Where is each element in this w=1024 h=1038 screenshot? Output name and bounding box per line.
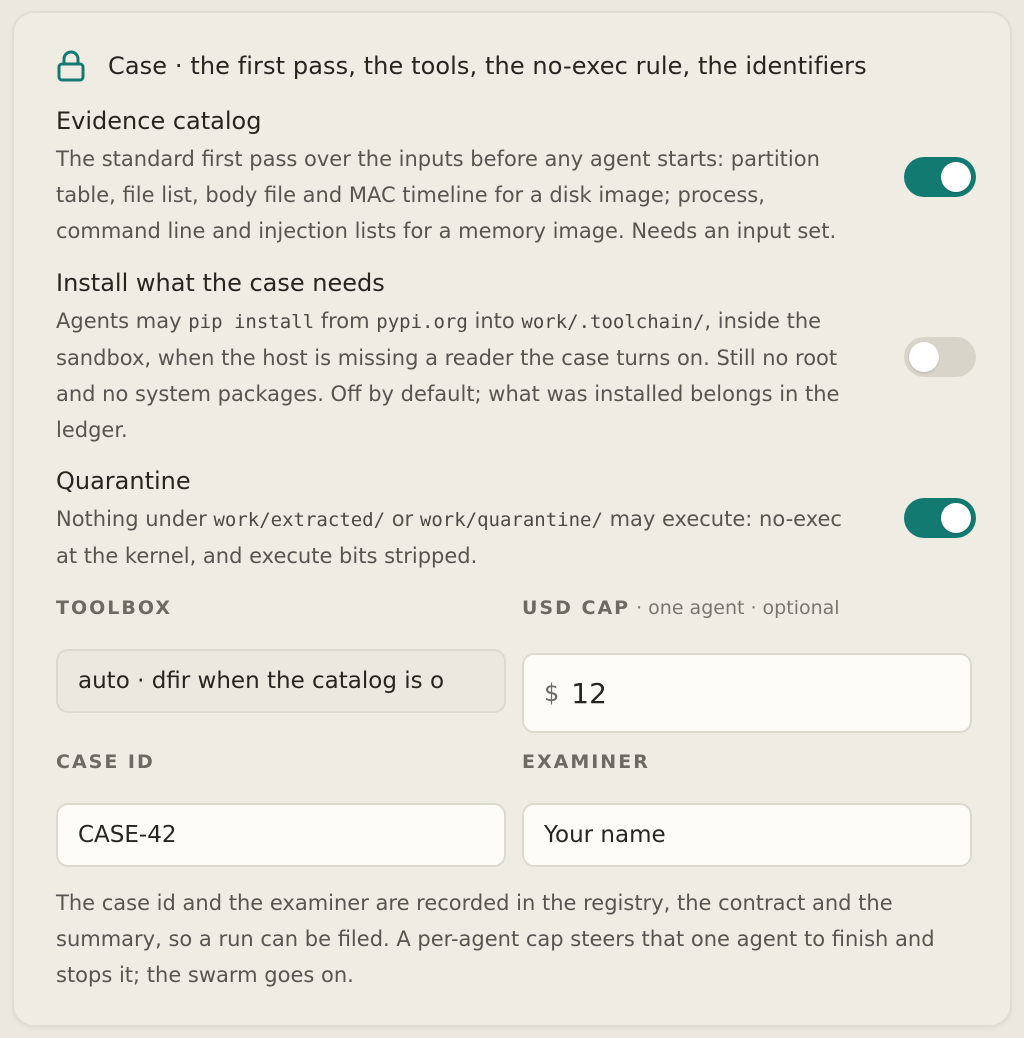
option-quarantine (56, 465, 976, 574)
code-pypi: pypi.org (376, 311, 468, 333)
footer-note: The case id and the examiner are recorded in the registry, the contract and the summary, so a run can be filed. A per-agent cap steers that one agent to finish and stops it; the swarm goes on. (56, 891, 935, 987)
toggle-knob (941, 503, 971, 533)
usd-cap-value: 12 (571, 676, 607, 710)
option-description: Nothing under work/extracted/ or work/quarantine/ may execute: no-exec at the kernel, and execute bits stripped. (56, 507, 842, 568)
case-id-input[interactable] (56, 803, 506, 867)
option-evidence-catalog (56, 105, 976, 249)
examiner-input[interactable] (522, 803, 972, 867)
dollar-sign: $ (544, 679, 560, 707)
lock-icon (56, 49, 86, 83)
quarantine-toggle[interactable] (904, 498, 976, 538)
usd-cap-input[interactable] (522, 653, 972, 733)
examiner-placeholder: Your name (544, 822, 666, 848)
toolbox-value: auto · dfir when the catalog is o (78, 668, 445, 694)
code-quarantine-path: work/quarantine/ (419, 509, 603, 531)
case-settings-panel (12, 11, 1012, 1027)
option-title: Evidence catalog (56, 107, 262, 135)
install-toggle[interactable] (904, 337, 976, 377)
code-pip-install: pip install (188, 311, 315, 333)
option-title: Quarantine (56, 467, 191, 495)
option-install-what-case-needs (56, 267, 976, 448)
case-id-label: CASE ID (56, 751, 155, 773)
evidence-catalog-toggle[interactable] (904, 157, 976, 197)
code-toolchain-path: work/.toolchain/ (521, 311, 705, 333)
usd-cap-label: USD CAP · one agent · optional (522, 597, 840, 619)
toolbox-label: TOOLBOX (56, 597, 172, 619)
toolbox-select[interactable] (56, 649, 506, 713)
usd-cap-hint: · one agent · optional (636, 597, 840, 619)
code-extracted-path: work/extracted/ (213, 509, 386, 531)
examiner-label: EXAMINER (522, 751, 650, 773)
toggle-knob (909, 342, 939, 372)
option-description: Agents may pip install from pypi.org into work/.toolchain/, inside the sandbox, when the host is missing a reader the case turns on. Still no root and no system packages. Off by default; what was installed belongs in the ledger. (56, 309, 840, 442)
toggle-knob (941, 162, 971, 192)
option-title: Install what the case needs (56, 269, 385, 297)
panel-title: Case · the first pass, the tools, the no-exec rule, the identifiers (108, 52, 867, 80)
panel-header (56, 49, 867, 83)
option-description: The standard first pass over the inputs before any agent starts: partition table, file list, body file and MAC timeline for a disk image; process, command line and injection lists for a memory image. Needs an input set. (56, 147, 837, 243)
case-id-value: CASE-42 (78, 822, 177, 848)
